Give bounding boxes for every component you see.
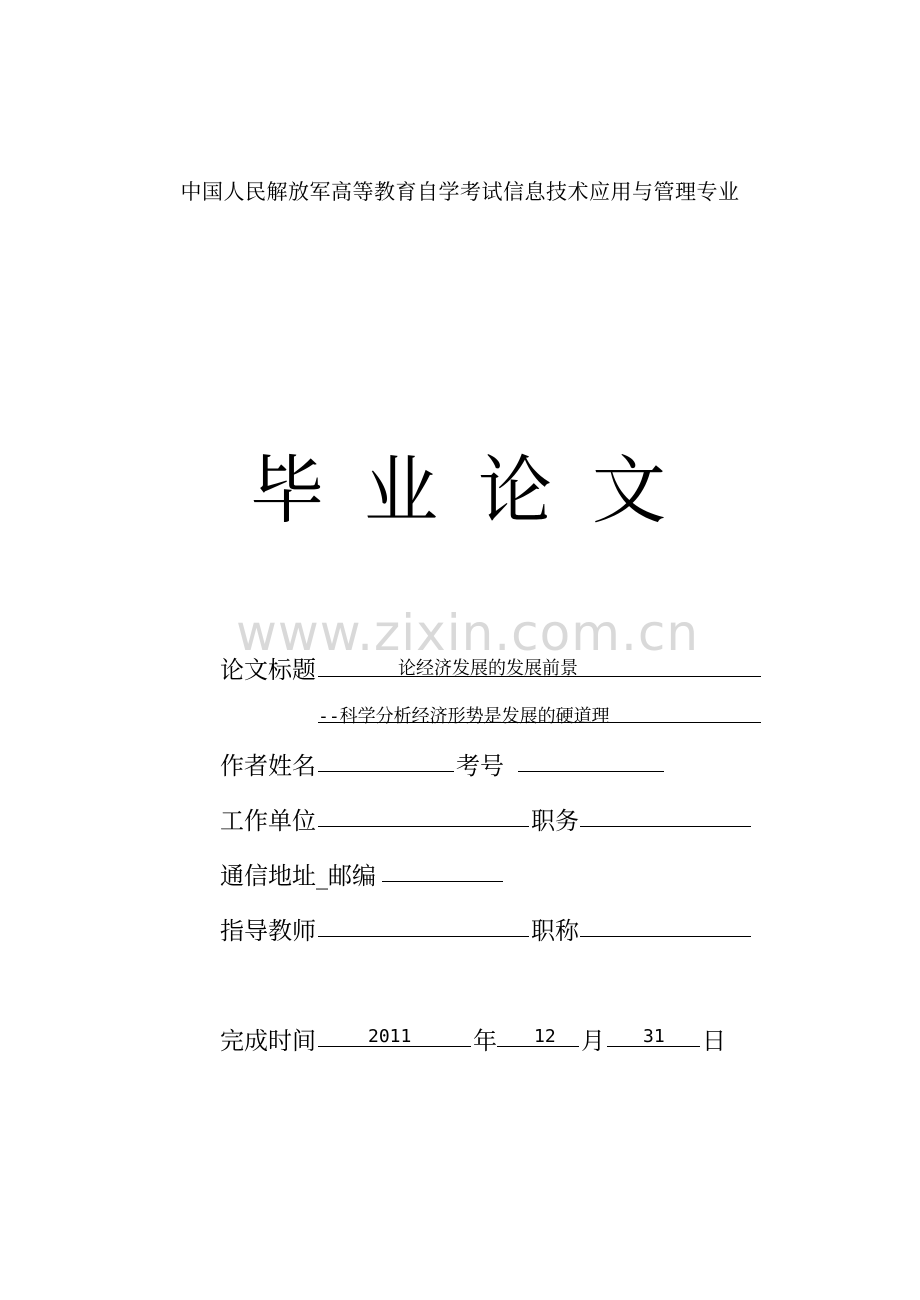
advisor-title-label: 职称 <box>531 917 579 945</box>
title-char-2: 业 <box>364 448 442 534</box>
document-title <box>0 432 920 538</box>
title-char-4: 文 <box>592 448 670 534</box>
completion-label: 完成时间 <box>220 1027 316 1055</box>
position-label: 职务 <box>531 807 579 835</box>
year-value: 2011 <box>368 1026 412 1047</box>
exam-no-label: 考号 <box>456 752 504 780</box>
thesis-subtitle-value: --科学分析经济形势是发展的硬道理 <box>318 706 610 727</box>
day-value: 31 <box>643 1026 665 1047</box>
address-underline <box>382 881 503 882</box>
position-underline <box>580 826 751 827</box>
thesis-title-label: 论文标题 <box>220 656 316 684</box>
advisor-title-underline <box>580 936 751 937</box>
author-underline <box>318 771 454 772</box>
thesis-title-value: 论经济发展的发展前景 <box>398 658 578 679</box>
month-unit: 月 <box>581 1027 605 1055</box>
author-label: 作者姓名 <box>220 752 316 780</box>
month-value: 12 <box>534 1026 556 1047</box>
title-char-1: 毕 <box>250 448 328 534</box>
advisor-label: 指导教师 <box>220 917 316 945</box>
exam-no-underline <box>518 771 664 772</box>
workplace-underline <box>318 826 529 827</box>
workplace-label: 工作单位 <box>220 807 316 835</box>
day-unit: 日 <box>702 1027 726 1055</box>
advisor-underline <box>318 936 529 937</box>
year-unit: 年 <box>473 1027 497 1055</box>
institution-header: 中国人民解放军高等教育自学考试信息技术应用与管理专业 <box>180 180 740 204</box>
title-char-3: 论 <box>478 448 556 534</box>
address-label: 通信地址_邮编 <box>220 862 376 890</box>
watermark: www.zixin.com.cn <box>236 604 700 662</box>
